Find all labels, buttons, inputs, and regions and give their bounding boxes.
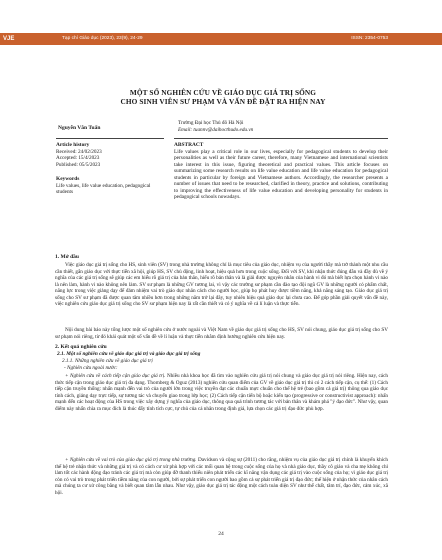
article-title-line-2: CHO SINH VIÊN SƯ PHẠM VÀ VẤN ĐỀ ĐẶT RA HIỆN NAY: [120, 97, 326, 106]
article-history-heading: Article history: [56, 142, 90, 148]
affiliation-email: Email: tuannv@daihocthudo.edu.vn: [178, 126, 254, 133]
approach-text: Nhiều nhà khoa học đã tìm vào nghiên cứu giá trị nói chung và giáo dục giá trị nói riêng. Hiện nay, cách thức tiếp cận trong giáo dục giá trị đa dạng. Thornberg & Oguz (2013) nghiên cứu quan điểm của GV về giáo dục giá trị thì có 2 cách tiếp cận, cụ thể: (1) Cách tiếp cận truyền thống: nhấn mạnh đến vai trò của người lớn trong việc truyền đạt các chuẩn mực chuẩn cho thế hệ trẻ (bao gồm cả giá trị) thông qua giáo dục tính cách, giảng dạy trực tiếp, sự tương tác và chuyển giao trong lớp học; (2) Cách tiếp cận tiến bộ hoặc kiến tạo (progressive or constructivist approach): nhấn mạnh đến các hoạt động của HS trong việc xây dựng ý nghĩa của giáo dục, thông qua quá trình tương tác với bản thân và khám phá "ý đạo đức". Như vậy, quan điểm này nhấn chìa ra mục đích là thúc đẩy tính tích cực, tự chủ của cá nhân trong định giá, lựa chọn các giá trị đạo đức phù hợp.: [55, 373, 389, 412]
journal-logo: VJE: [3, 36, 15, 42]
author-affiliation: [178, 120, 253, 134]
affiliation-institution: Trường Đại học Thủ đô Hà Nội: [178, 120, 244, 126]
section-1-paragraph-2: Nội dung bài báo này tổng lược một số nghiên cứu ở nước ngoài và Việt Nam về giáo dục giá trị sống cho HS, SV nói chung, giáo dục giá trị sống cho SV sư phạm nói riêng, từ đó khái quát một số vấn đề về lí luận và thực tiễn nhằm định hướng nghiên cứu hiện nay.: [55, 327, 388, 340]
section-2-paragraph-role: [55, 457, 388, 496]
article-title-line-1: MỘT SỐ NGHIÊN CỨU VỀ GIÁO DỤC GIÁ TRỊ SỐNG: [129, 88, 317, 97]
abstract-heading: ABSTRACT: [174, 142, 204, 148]
keywords-list: Life values, life value education, pedagogical students: [56, 182, 151, 196]
keywords-heading: Keywords: [56, 176, 80, 183]
abstract-box: [174, 138, 388, 248]
section-1-heading: 1. Mở đầu: [55, 254, 79, 260]
page-number: 24: [218, 531, 224, 537]
section-2-paragraph-approach: [55, 373, 388, 412]
received-date: Received: 24/02/2023: [56, 148, 102, 155]
approach-lead: + Nghiên cứu về cách tiếp cận giáo dục giá trị.: [65, 373, 166, 379]
accepted-date: Accepted: 15/4/2023: [56, 155, 100, 162]
role-text: Davidson và cộng sự (2011) cho rằng, nhiệm vụ của giáo dục giá trị chính là khuyến khích thế hệ trẻ nhận thức và những giá trị và có cách cư xử phù hợp với các mối quan hệ trong cuộc sống của họ và nhà giáo dục, thầy cô giáo và cha mẹ không chỉ làm tốt các hành động đạo tránh các giá trị mà còn giúp đỡ thanh thiếu niên phát triển các kĩ năng vận dụng các giá trị vào cuộc sống của họ; vì giáo dục giá trị còn có vai trò trong phát triển tiềm năng của con người, bởi sự phát triển con người bao gồm cả sự phát triển giá trị đạo đức; thế hiện ở nhận thức của nhân cách mà chúng ta cư xử công bằng và biết quan tâm lẫn nhau. Như vậy, giáo dục giá trị tác động một cách toàn diện SV như thể chất, tâm trí, đạo đức, cảm xúc, xã hội.: [55, 457, 389, 496]
journal-citation: Tạp chí Giáo dục (2023), 23(9), 24-29: [62, 36, 143, 41]
section-1-paragraph-1: Việc giáo dục giá trị sống cho HS, sinh viên (SV) trong nhà trường không chỉ là mục tiêu của giáo dục, nhiệm vụ của người thầy mà trở thành một nhu cầu cần thiết, gắn giáo dục với thực tiễn xã hội, giúp HS, SV chủ động, linh hoạt, hiệu quả hơn trong cuộc sống. Đối với SV, khi nhận thức đúng đắn và đầy đủ về ý nghĩa của các giá trị sống sẽ giúp các em hiểu rõ giá trị của bản thân, hiểu rõ bản thân và là giải được nguyên nhân của hành vi đó mà biết lựa chọn hành vi nào là nên làm, hành vi nào không nên làm. SV sư phạm là những GV tương lai, vì vậy các trường sư phạm cần đào tạo đội ngũ GV là những người có phẩm chất, năng lực trong việc giảng dạy để đảm nhiệm vai trò giáo dục nhân cách cho người học, giúp họ phát huy được tiềm năng, khả năng sáng tạo. Giáo dục giá trị sống cho SV sư phạm đã được quan tâm nhiều hơn trong những năm trở lại đây, tuy nhiên hiệu quả giáo dục lại chưa cao. Để góp phần giải quyết vấn đề này, việc nghiên cứu giáo dục giá trị sống cho SV sư phạm hiện nay là rất cần thiết và có ý nghĩa về cả lí luận và thực tiễn.: [55, 262, 388, 307]
foreign-research-heading: - Nghiên cứu ngoài nước:: [64, 365, 118, 371]
subsection-2-1-heading: 2.1. Một số nghiên cứu về giáo dục giá trị và giáo dục giá trị sống: [57, 351, 201, 357]
published-date: Published: 05/5/2023: [56, 161, 101, 168]
journal-issn: ISSN: 2354-0753: [351, 36, 388, 41]
section-2-heading: 2. Kết quả nghiên cứu: [55, 344, 107, 350]
role-lead: + Nghiên cứu về vai trò của giáo dục giá trị trong nhà trường.: [65, 457, 197, 463]
article-info-box: [56, 138, 164, 248]
abstract-text: Life values play a critical role in our lives, especially for pedagogical students to develop their personalities as well as their future career, therefore, many Vietnamese and international scientists take interest in this issue, figuring theoretical and practical values. This article focuses on summarizing some research results on life value education and life value education for pedagogical students in particular by foreign and Vietnamese authors. Accordingly, the researcher presents a number of issues that need to be researched, clarified in theory, practice and solutions, contributing to improving the effectiveness of life value education and developing personality for students in pedagogical schools nowadays.: [174, 148, 388, 201]
subsection-2-1-1-heading: 2.1.1. Những nghiên cứu về giáo dục giá trị: [62, 358, 153, 364]
author-name: Nguyễn Văn Tuấn: [58, 125, 101, 131]
